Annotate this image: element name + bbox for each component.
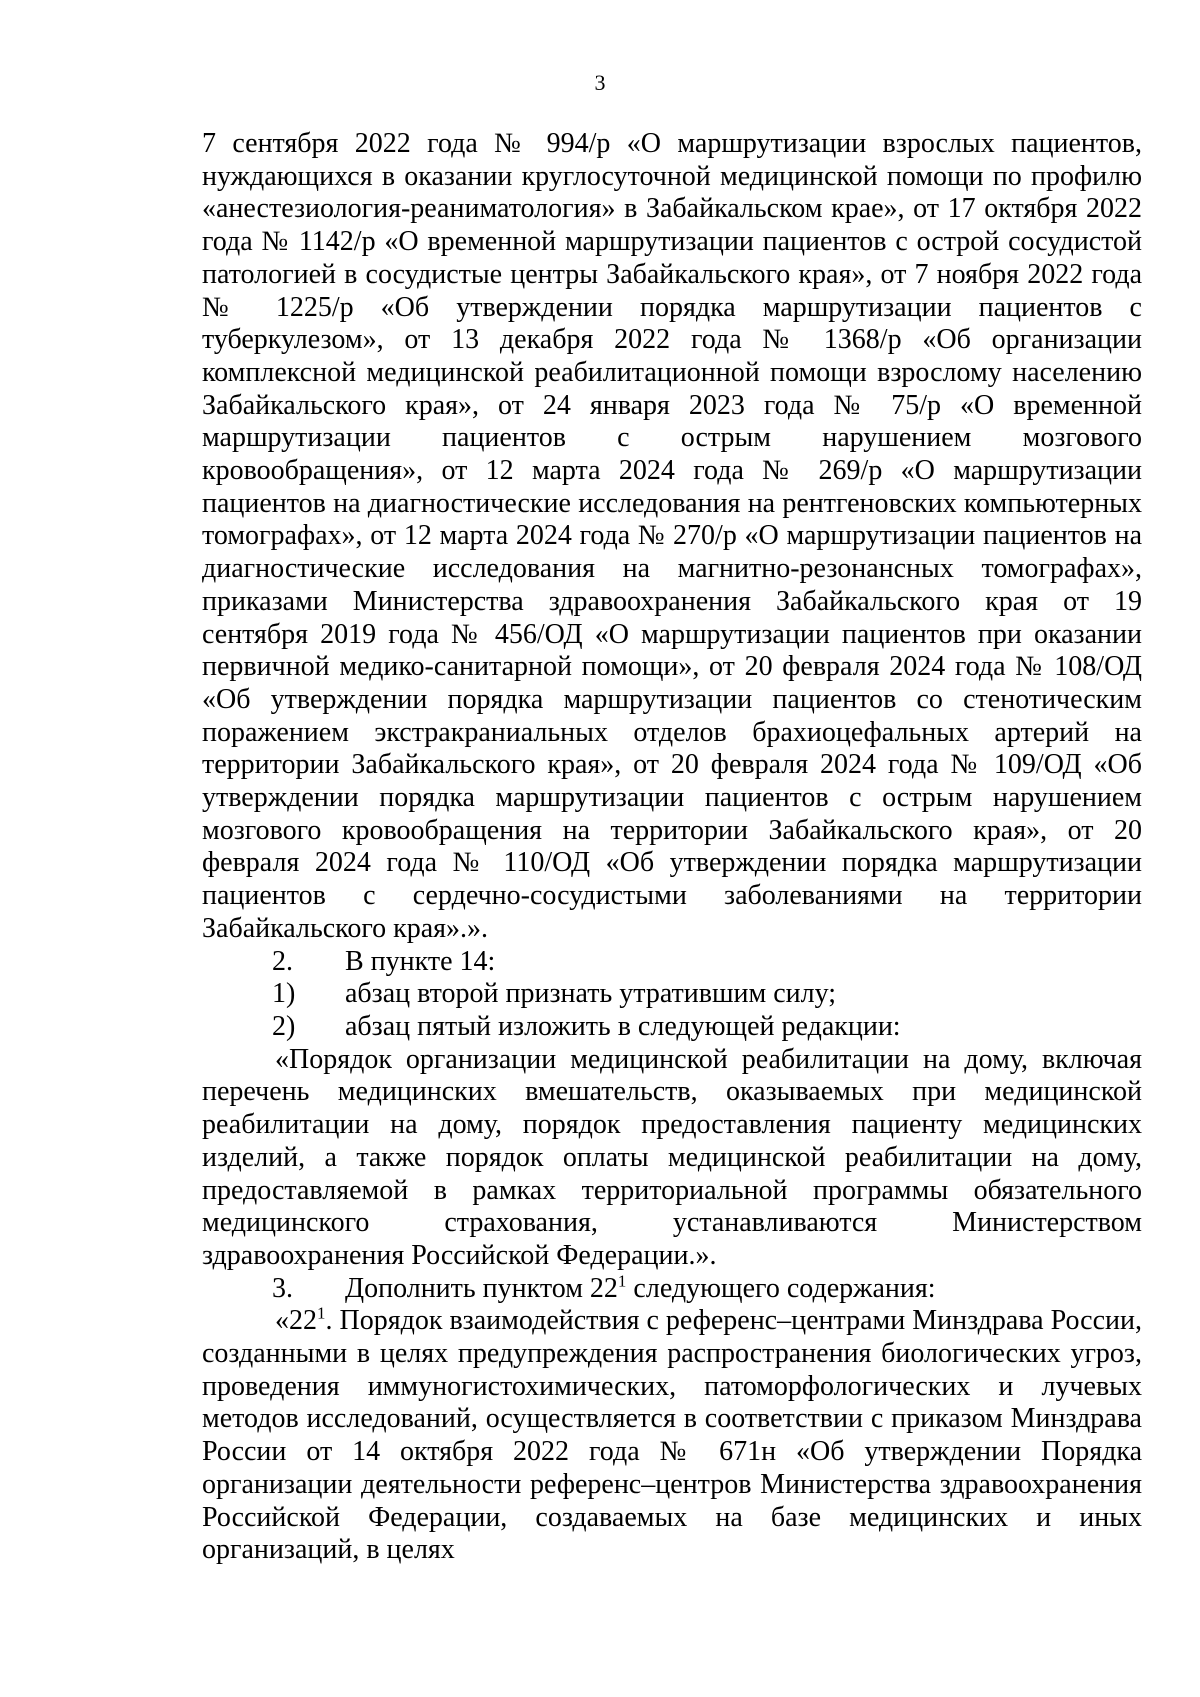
rehab-quote-paragraph: «Порядок организации медицинской реабилитации на дому, включая перечень медицинских вмешательств, оказываемых при медицинской реабилитации на дому, порядок предоставления пациенту медицинских изделий, а также порядок оплаты медицинской реабилитации на дому, предоставляемой в рамках территориальной программы обязательного медицинского страхования, устанавливаются Министерством здравоохранения Российской Федерации.». — [202, 1043, 1142, 1271]
subitem-2-text: абзац пятый изложить в следующей редакции: — [345, 1010, 901, 1042]
item-3-text-after: следующего содержания: — [626, 1272, 936, 1304]
item-2-text: В пункте 14: — [345, 945, 496, 977]
document-body — [202, 128, 1142, 1567]
item-3 — [202, 1273, 1142, 1306]
subitem-1-text: абзац второй признать утратившим силу; — [345, 978, 837, 1010]
point-22-1-open: «22 — [275, 1305, 317, 1337]
subitem-2-number: 2) — [272, 1010, 296, 1042]
point-22-1-superscript: 1 — [317, 1303, 326, 1323]
item-3-text — [345, 1273, 1142, 1306]
subitem-1-number: 1) — [272, 978, 296, 1010]
subitem-2 — [202, 1011, 1142, 1044]
page-number: 3 — [594, 70, 606, 95]
item-3-number: 3. — [272, 1272, 293, 1304]
item-3-text-before: Дополнить пунктом 22 — [345, 1272, 618, 1304]
point-22-1-paragraph — [202, 1305, 1142, 1567]
item-2 — [202, 946, 1142, 979]
subitem-1 — [202, 978, 1142, 1011]
item-2-number: 2. — [272, 945, 293, 977]
continuation-paragraph: 7 сентября 2022 года № 994/р «О маршрутизации взрослых пациентов, нуждающихся в оказании круглосуточной медицинской помощи по профилю «анестезиология-реаниматология» в Забайкальском крае», от 17 октября 2022 года № 1142/р «О временной маршрутизации пациентов с острой сосудистой патологией в сосудистые центры Забайкальского края», от 7 ноября 2022 года № 1225/р «Об утверждении порядка маршрутизации пациентов с туберкулезом», от 13 декабря 2022 года № 1368/р «Об организации комплексной медицинской реабилитационной помощи взрослому населению Забайкальского края», от 24 января 2023 года № 75/р «О временной маршрутизации пациентов с острым нарушением мозгового кровообращения», от 12 марта 2024 года № 269/р «О маршрутизации пациентов на диагностические исследования на рентгеновских компьютерных томографах», от 12 марта 2024 года № 270/р «О маршрутизации пациентов на диагностические исследования на магнитно-резонансных томографах», приказами Министерства здравоохранения Забайкальского края от 19 сентября 2019 года № 456/ОД «О маршрутизации пациентов при оказании первичной медико-санитарной помощи», от 20 февраля 2024 года № 108/ОД «Об утверждении порядка маршрутизации пациентов со стенотическим поражением экстракраниальных отделов брахиоцефальных артерий на территории Забайкальского края», от 20 февраля 2024 года № 109/ОД «Об утверждении порядка маршрутизации пациентов с острым нарушением мозгового кровообращения на территории Забайкальского края», от 20 февраля 2024 года № 110/ОД «Об утверждении порядка маршрутизации пациентов с сердечно-сосудистыми заболеваниями на территории Забайкальского края».». — [202, 128, 1142, 944]
item-3-superscript: 1 — [617, 1271, 627, 1291]
point-22-1-text: . Порядок взаимодействия с референс–центрами Минздрава России, созданными в целях предупреждения распространения биологических угроз, проведения иммуногистохимических, патоморфологических и лучевых методов исследований, осуществляется в соответствии с приказом Минздрава России от 14 октября 2022 года № 671н «Об утверждении Порядка организации деятельности референс–центров Министерства здравоохранения Российской Федерации, создаваемых на базе медицинских и иных организаций, в целях — [202, 1305, 1142, 1566]
